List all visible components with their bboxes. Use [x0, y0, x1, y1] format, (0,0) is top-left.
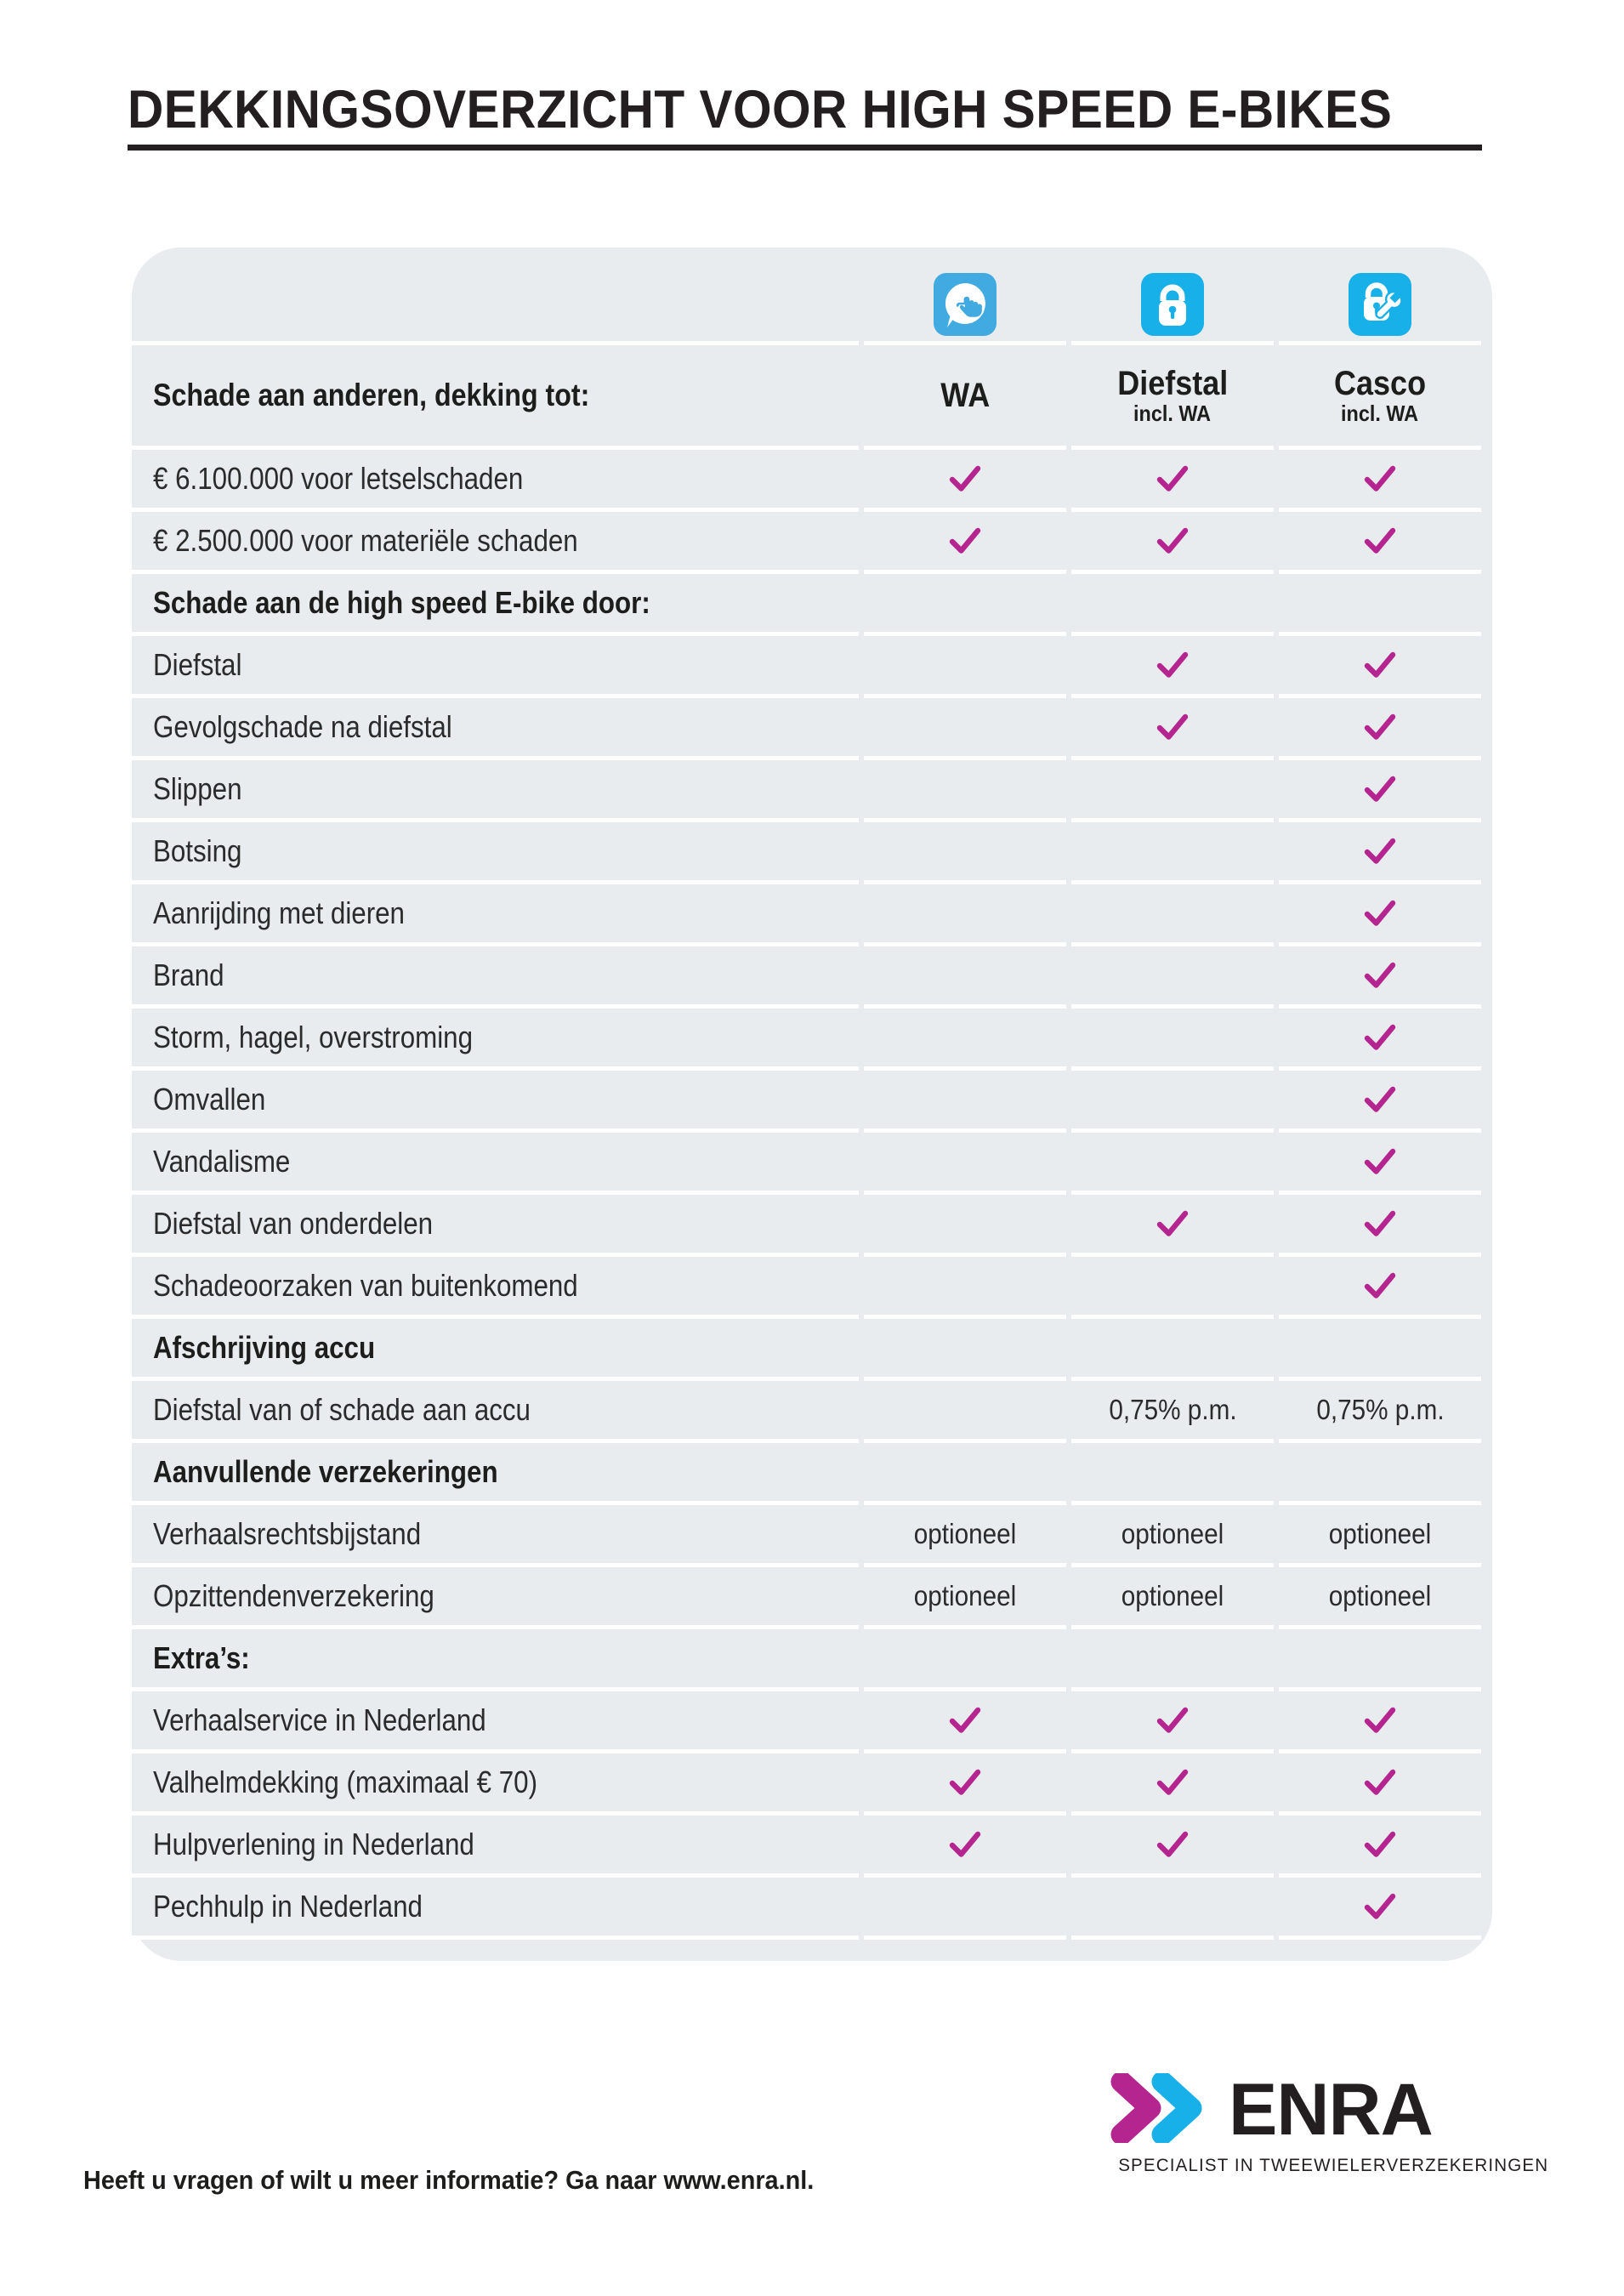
table-row: [132, 1878, 1492, 1935]
cell-casco: [1279, 1505, 1481, 1563]
checkmark-icon: [1153, 1204, 1192, 1243]
cell-wa: [864, 884, 1066, 942]
cell-wa: [864, 1443, 1066, 1501]
cell-wa: [864, 1195, 1066, 1253]
cell-diefstal: [1071, 1319, 1274, 1377]
table-row: [132, 512, 1492, 570]
cell-wa: [864, 1009, 1066, 1066]
cell-casco: [1279, 636, 1481, 694]
checkmark-icon: [945, 1825, 985, 1864]
checkmark-icon: [1360, 521, 1400, 560]
title-underline: [128, 145, 1482, 151]
row-label: Pechhulp in Nederland: [132, 1878, 859, 1935]
cell-diefstal: [1071, 698, 1274, 756]
cell-wa: [864, 1691, 1066, 1749]
chevrons-icon: [1110, 2073, 1218, 2147]
cell-casco: [1279, 1878, 1481, 1935]
logo-tagline: SPECIALIST IN TWEEWIELERVERZEKERINGEN: [1118, 2156, 1549, 2175]
cell-text: optioneel: [1121, 1518, 1224, 1549]
table-row: [132, 1629, 1492, 1687]
column-title-diefstal: Diefstal: [1116, 364, 1229, 402]
checkmark-icon: [1153, 459, 1192, 498]
cell-casco: [1279, 884, 1481, 942]
cell-casco: [1279, 1133, 1481, 1191]
cell-wa: [864, 1816, 1066, 1873]
table-row: [132, 822, 1492, 880]
table-row: [132, 1443, 1492, 1501]
cell-diefstal: [1071, 1691, 1274, 1749]
column-header-wa: [864, 345, 1066, 446]
cell-diefstal: [1071, 822, 1274, 880]
cell-casco: [1279, 946, 1481, 1004]
column-title-casco: Casco: [1333, 364, 1427, 402]
checkmark-icon: [1153, 1701, 1192, 1740]
checkmark-icon: [1360, 645, 1400, 685]
cell-casco: [1279, 1009, 1481, 1066]
cell-wa: [864, 1505, 1066, 1563]
padlock-icon: [1141, 273, 1204, 336]
cell-wa: [864, 822, 1066, 880]
row-label: Schadeoorzaken van buitenkomend: [132, 1257, 859, 1315]
cell-diefstal: [1071, 1629, 1274, 1687]
checkmark-icon: [1360, 770, 1400, 809]
checkmark-icon: [1360, 956, 1400, 995]
checkmark-icon: [1360, 1825, 1400, 1864]
cell-diefstal: [1071, 1443, 1274, 1501]
checkmark-icon: [945, 521, 985, 560]
table-row: [132, 1009, 1492, 1066]
cell-casco: [1279, 1195, 1481, 1253]
cell-diefstal: [1071, 1753, 1274, 1811]
cell-diefstal: [1071, 1878, 1274, 1935]
cell-diefstal: [1071, 1381, 1274, 1439]
cell-diefstal: [1071, 884, 1274, 942]
row-separator: [132, 1935, 1492, 1940]
cell-diefstal: [1071, 1816, 1274, 1873]
checkmark-icon: [1153, 521, 1192, 560]
row-label: Verhaalsrechtsbijstand: [132, 1505, 859, 1563]
table-row: [132, 884, 1492, 942]
table-row: [132, 1133, 1492, 1191]
page-title-block: [128, 80, 1505, 151]
column-header-diefstal: [1071, 345, 1274, 446]
checkmark-icon: [1360, 1266, 1400, 1305]
column-header-casco: [1279, 345, 1481, 446]
table-row: [132, 698, 1492, 756]
cell-casco: [1279, 1816, 1481, 1873]
cell-casco: [1279, 1567, 1481, 1625]
row-label: € 2.500.000 voor materiële schaden: [132, 512, 859, 570]
table-row: [132, 1319, 1492, 1377]
cell-text: 0,75% p.m.: [1108, 1394, 1237, 1425]
cell-casco: [1279, 1319, 1481, 1377]
row-label: Slippen: [132, 760, 859, 818]
cell-wa: [864, 636, 1066, 694]
cell-diefstal: [1071, 1009, 1274, 1066]
padlock-wrench-icon: [1349, 273, 1411, 336]
cell-diefstal: [1071, 1567, 1274, 1625]
cell-wa: [864, 512, 1066, 570]
cell-text: optioneel: [913, 1518, 1017, 1549]
header-label: Schade aan anderen, dekking tot:: [153, 378, 590, 412]
row-label: € 6.100.000 voor letselschaden: [132, 450, 859, 508]
row-label: Aanrijding met dieren: [132, 884, 859, 942]
checkmark-icon: [1360, 1142, 1400, 1181]
row-label: Afschrijving accu: [132, 1319, 859, 1377]
row-label: Diefstal: [132, 636, 859, 694]
cell-diefstal: [1071, 760, 1274, 818]
row-label: Vandalisme: [132, 1133, 859, 1191]
cell-text: optioneel: [1328, 1580, 1432, 1611]
row-label: Schade aan de high speed E-bike door:: [132, 574, 859, 632]
cell-wa: [864, 1133, 1066, 1191]
cell-casco: [1279, 1071, 1481, 1128]
cell-wa: [864, 450, 1066, 508]
cell-casco: [1279, 574, 1481, 632]
cell-wa: [864, 1629, 1066, 1687]
cell-text: optioneel: [1328, 1518, 1432, 1549]
checkmark-icon: [1153, 645, 1192, 685]
table-row: [132, 1071, 1492, 1128]
cell-wa: [864, 1071, 1066, 1128]
checkmark-icon: [1360, 1204, 1400, 1243]
cell-diefstal: [1071, 574, 1274, 632]
table-row: [132, 1753, 1492, 1811]
checkmark-icon: [1153, 708, 1192, 747]
cell-wa: [864, 760, 1066, 818]
table-row: [132, 1691, 1492, 1749]
table-row: [132, 1816, 1492, 1873]
cell-diefstal: [1071, 946, 1274, 1004]
table-row: [132, 636, 1492, 694]
cell-casco: [1279, 760, 1481, 818]
column-icon-row: [132, 247, 1492, 341]
checkmark-icon: [1360, 894, 1400, 933]
cell-casco: [1279, 1629, 1481, 1687]
column-icon-cell-diefstal: [1071, 247, 1274, 341]
row-label: Opzittendenverzekering: [132, 1567, 859, 1625]
checkmark-icon: [1360, 708, 1400, 747]
cell-diefstal: [1071, 1257, 1274, 1315]
cell-casco: [1279, 1381, 1481, 1439]
table-row: [132, 1505, 1492, 1563]
cell-wa: [864, 1319, 1066, 1377]
cell-casco: [1279, 1753, 1481, 1811]
row-label: Diefstal van of schade aan accu: [132, 1381, 859, 1439]
checkmark-icon: [1360, 1763, 1400, 1802]
row-label: Hulpverlening in Nederland: [132, 1816, 859, 1873]
row-label: Aanvullende verzekeringen: [132, 1443, 859, 1501]
cell-casco: [1279, 822, 1481, 880]
row-label: Diefstal van onderdelen: [132, 1195, 859, 1253]
coverage-table-card: [132, 247, 1492, 1961]
row-label: Gevolgschade na diefstal: [132, 698, 859, 756]
enra-logo: [1110, 2069, 1549, 2176]
column-title-wa: WA: [940, 377, 990, 414]
cell-wa: [864, 1753, 1066, 1811]
cell-casco: [1279, 512, 1481, 570]
row-label: Storm, hagel, overstroming: [132, 1009, 859, 1066]
checkmark-icon: [945, 1763, 985, 1802]
table-row: [132, 1195, 1492, 1253]
cell-diefstal: [1071, 1195, 1274, 1253]
column-icon-cell-wa: [864, 247, 1066, 341]
checkmark-icon: [1360, 1701, 1400, 1740]
page-title: DEKKINGSOVERZICHT VOOR HIGH SPEED E-BIKES: [128, 80, 1393, 139]
column-subtitle-diefstal: incl. WA: [1133, 400, 1212, 426]
cell-wa: [864, 946, 1066, 1004]
column-icon-cell-casco: [1279, 247, 1481, 341]
cell-diefstal: [1071, 512, 1274, 570]
row-label: Extra’s:: [132, 1629, 859, 1687]
row-label: Verhaalservice in Nederland: [132, 1691, 859, 1749]
table-row: [132, 760, 1492, 818]
checkmark-icon: [1360, 459, 1400, 498]
cell-wa: [864, 1257, 1066, 1315]
row-label: Omvallen: [132, 1071, 859, 1128]
checkmark-icon: [1360, 1018, 1400, 1057]
cell-wa: [864, 1878, 1066, 1935]
checkmark-icon: [1360, 832, 1400, 871]
cell-casco: [1279, 698, 1481, 756]
cell-diefstal: [1071, 636, 1274, 694]
pointing-hand-icon: [934, 273, 997, 336]
row-label: Valhelmdekking (maximaal € 70): [132, 1753, 859, 1811]
table-row: [132, 946, 1492, 1004]
cell-diefstal: [1071, 1071, 1274, 1128]
table-row: [132, 1381, 1492, 1439]
cell-wa: [864, 574, 1066, 632]
cell-casco: [1279, 1257, 1481, 1315]
cell-text: 0,75% p.m.: [1315, 1394, 1445, 1425]
cell-text: optioneel: [1121, 1580, 1224, 1611]
logo-wordmark: ENRA: [1229, 2069, 1433, 2151]
column-subtitle-casco: incl. WA: [1341, 400, 1419, 426]
row-label: Brand: [132, 946, 859, 1004]
cell-text: optioneel: [913, 1580, 1017, 1611]
cell-diefstal: [1071, 450, 1274, 508]
checkmark-icon: [1360, 1080, 1400, 1119]
cell-casco: [1279, 1691, 1481, 1749]
cell-diefstal: [1071, 1133, 1274, 1191]
table-header-row: [132, 345, 1492, 446]
table-row: [132, 450, 1492, 508]
checkmark-icon: [1153, 1825, 1192, 1864]
cell-casco: [1279, 1443, 1481, 1501]
table-row: [132, 1257, 1492, 1315]
cell-casco: [1279, 450, 1481, 508]
icon-row-spacer: [132, 247, 859, 341]
row-label: Botsing: [132, 822, 859, 880]
footer-question: Heeft u vragen of wilt u meer informatie? Ga naar www.enra.nl.: [83, 2165, 815, 2195]
checkmark-icon: [945, 459, 985, 498]
checkmark-icon: [945, 1701, 985, 1740]
cell-wa: [864, 698, 1066, 756]
cell-diefstal: [1071, 1505, 1274, 1563]
table-row: [132, 1567, 1492, 1625]
cell-wa: [864, 1567, 1066, 1625]
checkmark-icon: [1153, 1763, 1192, 1802]
coverage-table: [132, 247, 1492, 1940]
table-row: [132, 574, 1492, 632]
checkmark-icon: [1360, 1887, 1400, 1926]
cell-wa: [864, 1381, 1066, 1439]
